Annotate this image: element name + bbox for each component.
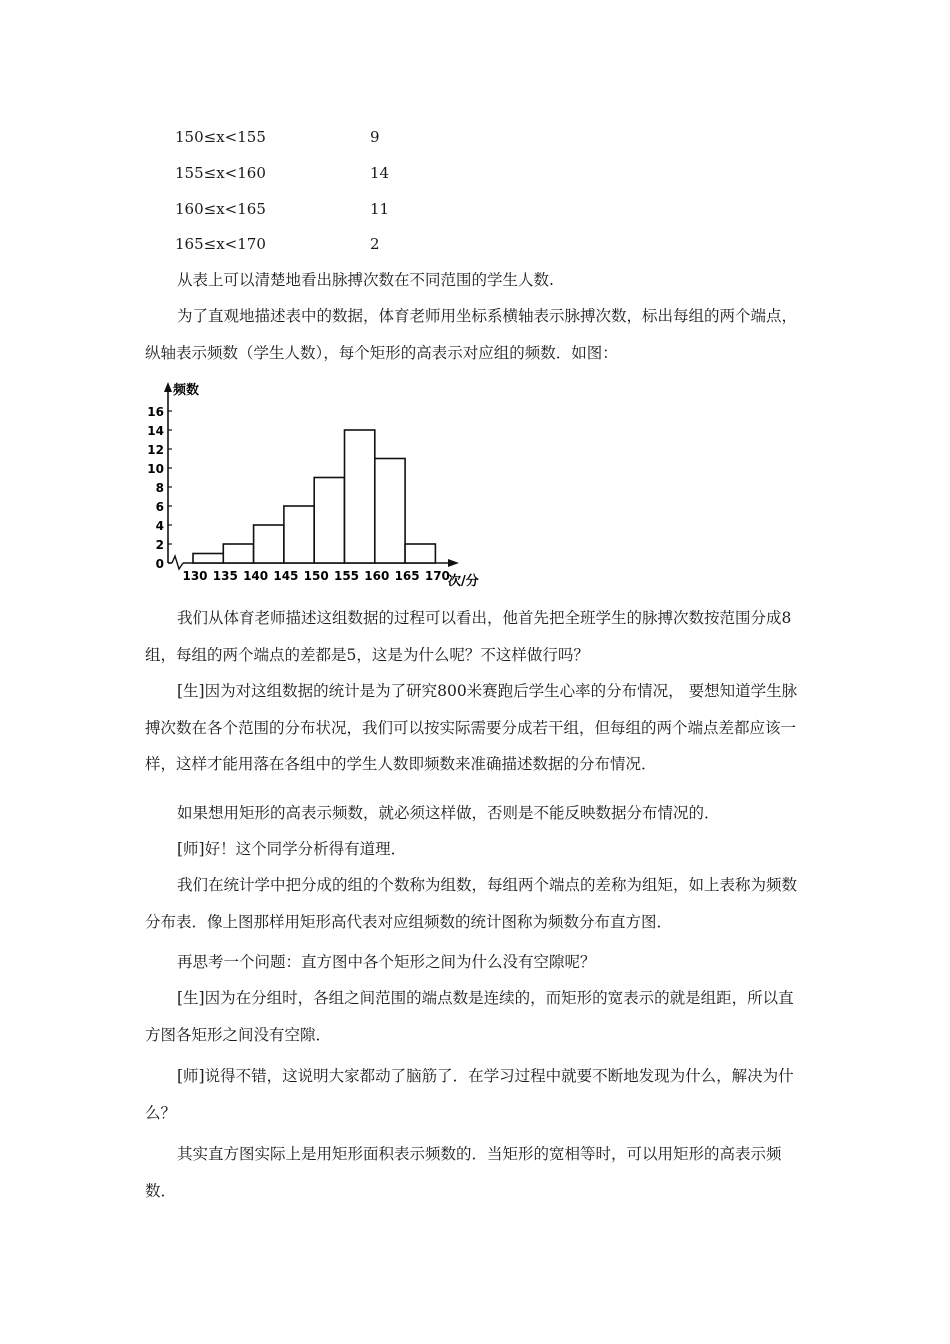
y-tick-label: 0 <box>155 557 164 571</box>
paragraph-student-answer-2: [生]因为在分组时，各组之间范围的端点数是连续的，而矩形的宽表示的就是组距，所以直方图各矩形之间没有空隙． <box>145 989 794 1044</box>
range-cell: 150≤x<155 <box>175 128 266 146</box>
paragraph-teacher-reply-2: [师]说得不错，这说明大家都动了脑筋了．在学习过程中就要不断地发现为什么，解决为什么？ <box>145 1067 794 1122</box>
histogram-bar <box>223 544 253 563</box>
y-axis-label: 频数 <box>173 383 200 398</box>
paragraph-conclusion: 其实直方图实际上是用矩形面积表示频数的．当矩形的宽相等时，可以用矩形的高表示频数． <box>145 1145 782 1200</box>
frequency-histogram <box>143 378 493 593</box>
range-cell: 165≤x<170 <box>175 235 266 253</box>
histogram-bar <box>254 525 284 563</box>
paragraph-question: 再思考一个问题：直方图中各个矩形之间为什么没有空隙呢？ <box>177 953 596 971</box>
axis-break-mark <box>172 556 183 569</box>
y-tick-label: 8 <box>155 481 164 495</box>
paragraph-table-summary: 从表上可以清楚地看出脉搏次数在不同范围的学生人数. <box>177 271 554 289</box>
count-cell: 9 <box>370 128 380 146</box>
x-tick-label: 150 <box>303 569 329 583</box>
paragraph-teacher-reply-1: [师]好！这个同学分析得有道理． <box>177 840 407 858</box>
y-tick-label: 4 <box>155 519 164 533</box>
histogram-bar <box>193 554 223 564</box>
chart-bars <box>193 430 435 563</box>
histogram-bar <box>284 506 314 563</box>
histogram-bar <box>314 478 344 564</box>
x-tick-label: 130 <box>182 569 208 583</box>
histogram-bar <box>345 430 375 563</box>
paragraph-grouping: 我们从体育老师描述这组数据的过程可以看出，他首先把全班学生的脉搏次数按范围分成8组，每组的两个端点的差都是5，这是为什么呢？不这样做行吗？ <box>145 609 792 664</box>
x-tick-label: 135 <box>212 569 238 583</box>
range-cell: 160≤x<165 <box>175 200 266 218</box>
paragraph-student-answer-1: [生]因为对这组数据的统计是为了研究800米赛跑后学生心率的分布情况， 要想知道学生脉搏次数在各个范围的分布状况，我们可以按实际需要分成若干组，但每组的两个端点差都应该一样，这样才能用落在各组中的学生人数即频数来准确描述数据的分布情况． <box>145 682 798 773</box>
y-tick-label: 14 <box>147 424 164 438</box>
x-tick-label: 140 <box>243 569 269 583</box>
histogram-bar <box>405 544 435 563</box>
x-tick-label: 170 <box>424 569 450 583</box>
histogram-bar <box>375 459 405 564</box>
x-tick-label: 145 <box>273 569 299 583</box>
y-tick-label: 16 <box>147 405 164 419</box>
range-cell: 155≤x<160 <box>175 164 266 182</box>
paragraph-chart-intro: 为了直观地描述表中的数据，体育老师用坐标系横轴表示脉搏次数，标出每组的两个端点，纵轴表示频数（学生人数），每个矩形的高表示对应组的频数．如图： <box>145 307 798 362</box>
x-tick-label: 155 <box>333 569 360 583</box>
paragraph-definitions: 我们在统计学中把分成的组的个数称为组数，每组两个端点的差称为组矩，如上表称为频数分布表．像上图那样用矩形高代表对应组频数的统计图称为频数分布直方图． <box>145 876 798 931</box>
x-axis-label: 次/分 <box>448 574 479 589</box>
count-cell: 2 <box>370 235 380 253</box>
y-tick-label: 12 <box>147 443 164 457</box>
x-tick-label: 160 <box>364 569 390 583</box>
y-tick-label: 2 <box>155 538 164 552</box>
x-tick-label: 165 <box>394 569 420 583</box>
x-axis-arrow <box>448 559 459 567</box>
paragraph-height-note: 如果想用矩形的高表示频数，就必须这样做，否则是不能反映数据分布情况的． <box>177 804 720 822</box>
count-cell: 11 <box>370 200 390 218</box>
y-tick-label: 10 <box>147 462 164 476</box>
count-cell: 14 <box>370 164 390 182</box>
y-axis-arrow <box>164 382 172 392</box>
y-tick-label: 6 <box>155 500 164 514</box>
